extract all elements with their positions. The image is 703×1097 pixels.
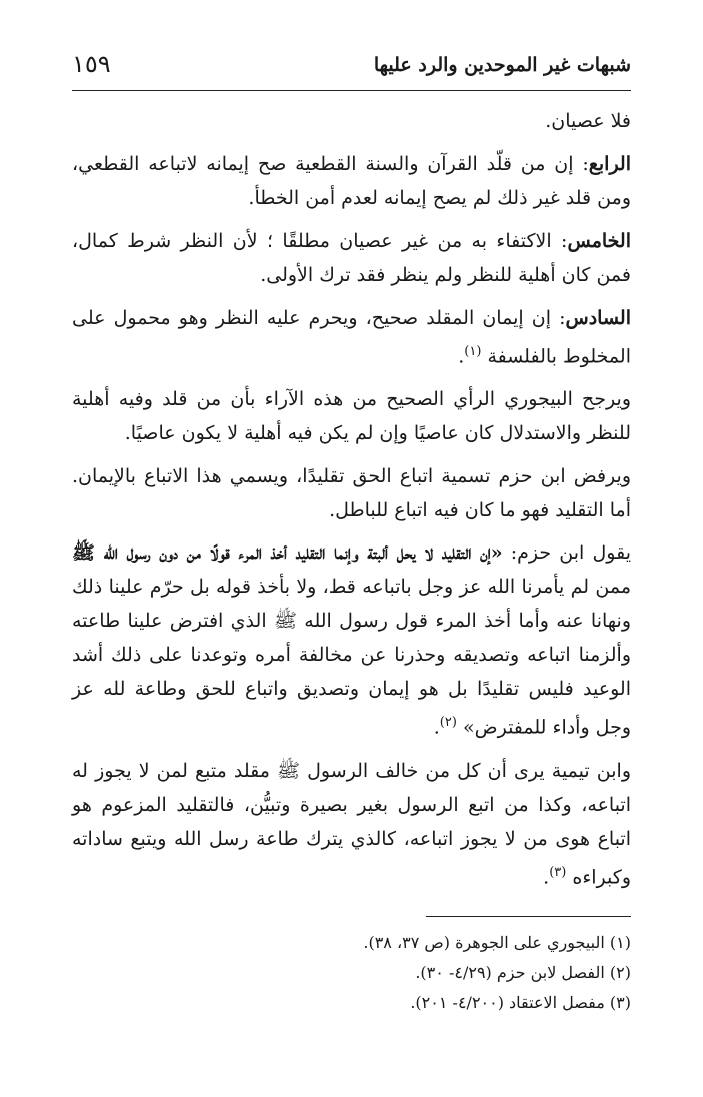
paragraph-lead: الرابع [588,153,631,175]
paragraph [72,147,631,215]
quote-bold-text: «إن التقليد لا يحل ألبتة وإنما التقليد أخذ المرء قولًا من دون رسول الله ﷺ [72,542,503,565]
paragraph-text: : الاكتفاء به من غير عصيان مطلقًا ؛ لأن النظر شرط كمال، فمن كان أهلية للنظر ولم ينظر فقد ترك الأولى. [72,230,631,286]
paragraph [72,104,631,138]
paragraph-quote [72,536,631,744]
quote-text: ممن لم يأمرنا الله عز وجل باتباعه قط، ولا بأخذ قوله بل حرّم علينا ذلك ونهانا عنه وأما أخذ المرء قول رسول الله ﷺ الذي افترض علينا طاعته وألزمنا اتباعه وتصديقه وحذرنا عن مخالفة أمره وتوعدنا على ذلك أشد الوعيد فليس تقليدًا بل هو إيمان وتصديق واتباع للحق وطاعة لله عز وجل وأداء للمفترض» [72,576,631,739]
paragraph-text: ويرجح البيجوري الرأي الصحيح من هذه الآراء بأن من قلد وفيه أهلية للنظر والاستدلال كان عاصيًا وإن لم يكن فيه أهلية لا يكون عاصيًا. [72,388,631,445]
footnote: (٢) الفصل لابن حزم (٤/٢٩- ٣٠). [415,963,631,982]
paragraph-tail: . [458,345,465,368]
footnote-divider [426,916,631,917]
paragraph-text: فلا عصيان. [545,110,631,132]
paragraph [72,224,631,292]
footnote-ref: (١) [464,344,482,359]
paragraph-text: وابن تيمية يرى أن كل من خالف الرسول ﷺ مقلد متبع لمن لا يجوز له اتباعه، وكذا من اتبع الرسول بغير بصيرة وتبيُّن، فالتقليد المزعوم هو اتباع هوى من لا يجوز اتباعه، كالذي يترك طاعة رسل الله ويتبع ساداته وكبراءه [72,759,631,888]
paragraph-text: : إن إيمان المقلد صحيح، ويحرم عليه النظر وهو محمول على المخلوط بالفلسفة [72,307,631,368]
footnotes [72,928,631,1018]
footnote-ref: (٣) [549,864,567,880]
running-title: شبهات غير الموحدين والرد عليها [373,54,631,76]
paragraph [72,754,631,894]
paragraph-text: ويرفض ابن حزم تسمية اتباع الحق تقليدًا، ويسمي هذا الاتباع بالإيمان. أما التقليد فهو ما كان فيه اتباع للباطل. [72,465,631,522]
quote-intro: يقول ابن حزم: [502,542,632,565]
paragraph-tail: . [433,716,440,739]
footnote: (١) البيجوري على الجوهرة (ص ٣٧، ٣٨). [363,933,631,952]
footnote: (٣) مفصل الاعتقاد (٤/٢٠٠- ٢٠١). [410,993,631,1012]
paragraph-tail: . [543,865,550,888]
footnote-ref: (٢) [439,715,457,731]
paragraph [72,459,631,527]
paragraph-lead: الخامس [567,230,631,252]
paragraph [72,301,631,373]
page-number: ١٥٩ [72,50,111,78]
page-header [72,50,631,91]
paragraph-text: : إن من قلّد القرآن والسنة القطعية صح إيمانه لاتباعه القطعي، ومن قلد غير ذلك لم يصح إيمانه لعدم أمن الخطأ. [72,153,631,209]
paragraph [72,382,631,450]
paragraph-lead: السادس [565,307,631,329]
main-text [72,104,631,903]
